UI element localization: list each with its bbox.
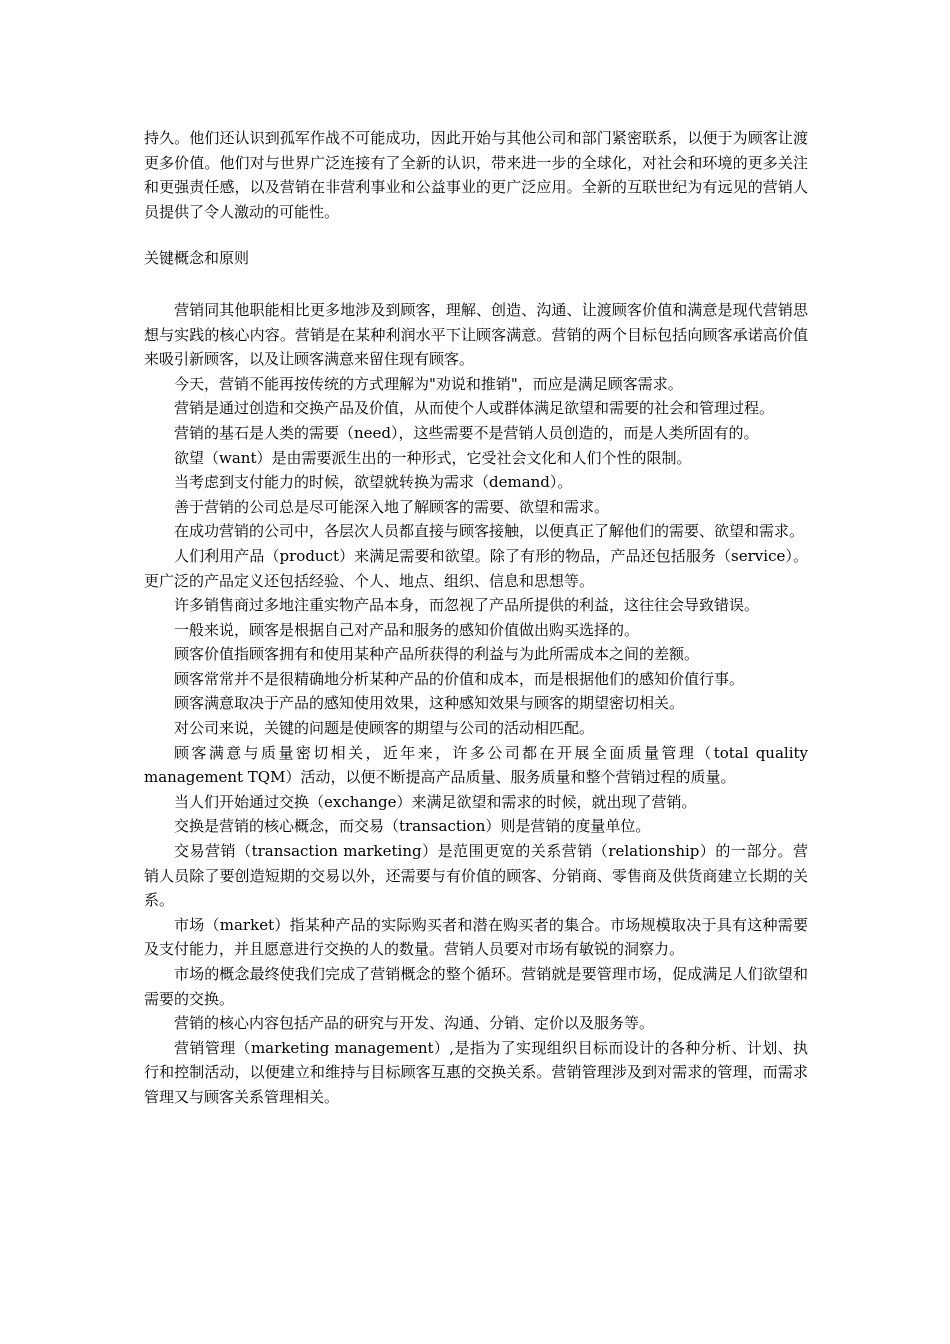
body-paragraph: 人们利用产品（product）来满足需要和欲望。除了有形的物品，产品还包括服务（service）。更广泛的产品定义还包括经验、个人、地点、组织、信息和思想等。: [144, 546, 808, 590]
body-paragraph: 营销的核心内容包括产品的研究与开发、沟通、分销、定价以及服务等。: [174, 1014, 655, 1033]
body-paragraph: 顾客常常并不是很精确地分析某种产品的价值和成本，而是根据他们的感知价值行事。: [174, 669, 745, 688]
body-paragraph: 市场（market）指某种产品的实际购买者和潜在购买者的集合。市场规模取决于具有这种需要及支付能力，并且愿意进行交换的人的数量。营销人员要对市场有敏锐的洞察力。: [144, 915, 808, 959]
body-paragraph: 许多销售商过多地注重实物产品本身，而忽视了产品所提供的利益，这往往会导致错误。: [174, 596, 760, 615]
body-paragraph: 在成功营销的公司中，各层次人员都直接与顾客接触，以便真正了解他们的需要、欲望和需求。: [174, 522, 805, 541]
body-paragraph: 一般来说，顾客是根据自己对产品和服务的感知价值做出购买选择的。: [174, 620, 640, 639]
body-paragraph: 交易营销（transaction marketing）是范围更宽的关系营销（relationship）的一部分。营销人员除了要创造短期的交易以外，还需要与有价值的顾客、分销商、零售商及供货商建立长期的关系。: [144, 842, 808, 910]
body-paragraph: 顾客价值指顾客拥有和使用某种产品所获得的利益与为此所需成本之间的差额。: [174, 645, 700, 664]
body-paragraph: 欲望（want）是由需要派生出的一种形式，它受社会文化和人们个性的限制。: [174, 448, 692, 467]
body-paragraph: 对公司来说，关键的问题是使顾客的期望与公司的活动相匹配。: [174, 719, 595, 738]
body-paragraph: 市场的概念最终使我们完成了营销概念的整个循环。营销就是要管理市场，促成满足人们欲望和需要的交换。: [144, 965, 808, 1008]
body-paragraph: 营销是通过创造和交换产品及价值，从而使个人或群体满足欲望和需要的社会和管理过程。: [174, 399, 775, 418]
body-paragraph: 当考虑到支付能力的时候，欲望就转换为需求（demand）。: [174, 473, 573, 492]
body-paragraph: 顾客满意取决于产品的感知使用效果，这种感知效果与顾客的期望密切相关。: [174, 694, 685, 713]
body-paragraph: 今天，营销不能再按传统的方式理解为"劝说和推销"，而应是满足顾客需求。: [174, 374, 683, 393]
body-paragraph: 顾客满意与质量密切相关，近年来，许多公司都在开展全面质量管理（total quality management TQM）活动，以便不断提高产品质量、服务质量和整个营销过程的质量。: [144, 743, 808, 787]
intro-paragraph: 持久。他们还认识到孤军作战不可能成功，因此开始与其他公司和部门紧密联系，以便于为顾客让渡更多价值。他们对与世界广泛连接有了全新的认识，带来进一步的全球化，对社会和环境的更多关注和更强责任感，以及营销在非营利事业和公益事业的更广泛应用。全新的互联世纪为有远见的营销人员提供了令人激动的可能性。: [144, 129, 808, 221]
body-paragraph: 当人们开始通过交换（exchange）来满足欲望和需求的时候，就出现了营销。: [174, 792, 697, 811]
body-paragraph: 交换是营销的核心概念，而交易（transaction）则是营销的度量单位。: [174, 817, 651, 836]
body-paragraph: 营销的基石是人类的需要（need），这些需要不是营销人员创造的，而是人类所固有的。: [174, 423, 759, 442]
body-paragraph: 营销同其他职能相比更多地涉及到顾客，理解、创造、沟通、让渡顾客价值和满意是现代营销思想与实践的核心内容。营销是在某种利润水平下让顾客满意。营销的两个目标包括向顾客承诺高价值来吸引新顾客，以及让顾客满意来留住现有顾客。: [144, 300, 808, 369]
body-paragraph: 营销管理（marketing management）,是指为了实现组织目标而设计的各种分析、计划、执行和控制活动，以便建立和维持与目标顾客互惠的交换关系。营销管理涉及到对需求的管理，而需求管理又与顾客关系管理相关。: [144, 1038, 808, 1106]
body-paragraph: 善于营销的公司总是尽可能深入地了解顾客的需要、欲望和需求。: [174, 497, 610, 516]
section-heading: 关键概念和原则: [144, 249, 250, 268]
document-body: [144, 126, 808, 1110]
